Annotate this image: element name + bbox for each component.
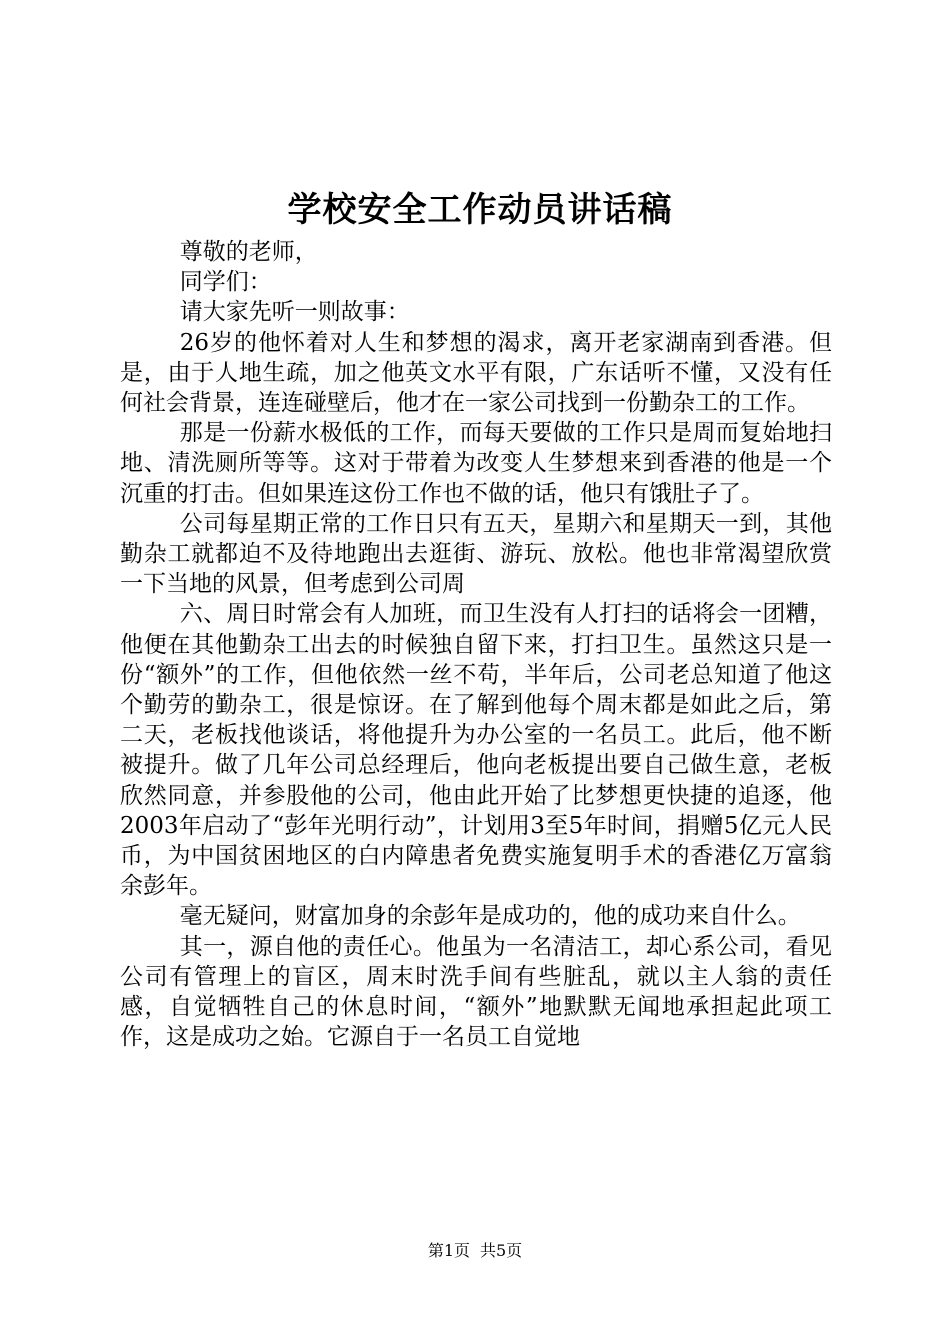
body-paragraph: 六、周日时常会有人加班，而卫生没有人打扫的话将会一团糟，他便在其他勤杂工出去的时候独自留下来，打扫卫生。虽然这只是一份“额外”的工作，但他依然一丝不苟，半年后，公司老总知道了他这个勤劳的勤杂工，很是惊讶。在了解到他每个周末都是如此之后，第二天，老板找他谈话，将他提升为办公室的一名员工。此后，他不断被提升。做了几年公司总经理后，他向老板提出要自己做生意，老板欣然同意，并参股他的公司，他由此开始了比梦想更快捷的追逐，他2003年启动了“彭年光明行动”，计划用3至5年时间，捐赠5亿元人民币，为中国贫困地区的白内障患者免费实施复明手术的香港亿万富翁余彭年。: [120, 601, 832, 900]
intro-line: 请大家先听一则故事：: [179, 299, 410, 326]
body-paragraph: 那是一份薪水极低的工作，而每天要做的工作只是周而复始地扫地、清洗厕所等等。这对于带着为改变人生梦想来到香港的他是一个沉重的打击。但如果连这份工作也不做的话，他只有饿肚子了。: [120, 420, 832, 507]
body-paragraph: 毫无疑问，财富加身的余彭年是成功的，他的成功来自什么。: [179, 903, 801, 930]
body-paragraph: 公司每星期正常的工作日只有五天，星期六和星期天一到，其他勤杂工就都迫不及待地跑出去逛街、游玩、放松。他也非常渴望欣赏一下当地的风景，但考虑到公司周: [120, 510, 832, 598]
salutation-line-2: 同学们：: [179, 269, 272, 296]
document-body: [120, 237, 832, 1052]
page-total: 共5页: [480, 1241, 523, 1260]
page-number: 第1页: [427, 1241, 470, 1260]
body-paragraph: 其一，源自他的责任心。他虽为一名清洁工，却心系公司，看见公司有管理上的盲区，周末时洗手间有些脏乱，就以主人翁的责任感，自觉牺牲自己的休息时间，“额外”地默默无闻地承担起此项工作，这是成功之始。它源自于一名员工自觉地: [120, 933, 832, 1051]
salutation-line-1: 尊敬的老师，: [179, 239, 318, 265]
body-paragraph: 26岁的他怀着对人生和梦想的渴求，离开老家湖南到香港。但是，由于人地生疏，加之他英文水平有限，广东话听不懂，又没有任何社会背景，连连碰壁后，他才在一家公司找到一份勤杂工的工作。: [120, 329, 832, 417]
page-footer: [0, 1241, 950, 1261]
document-title: 学校安全工作动员讲话稿: [287, 190, 673, 230]
